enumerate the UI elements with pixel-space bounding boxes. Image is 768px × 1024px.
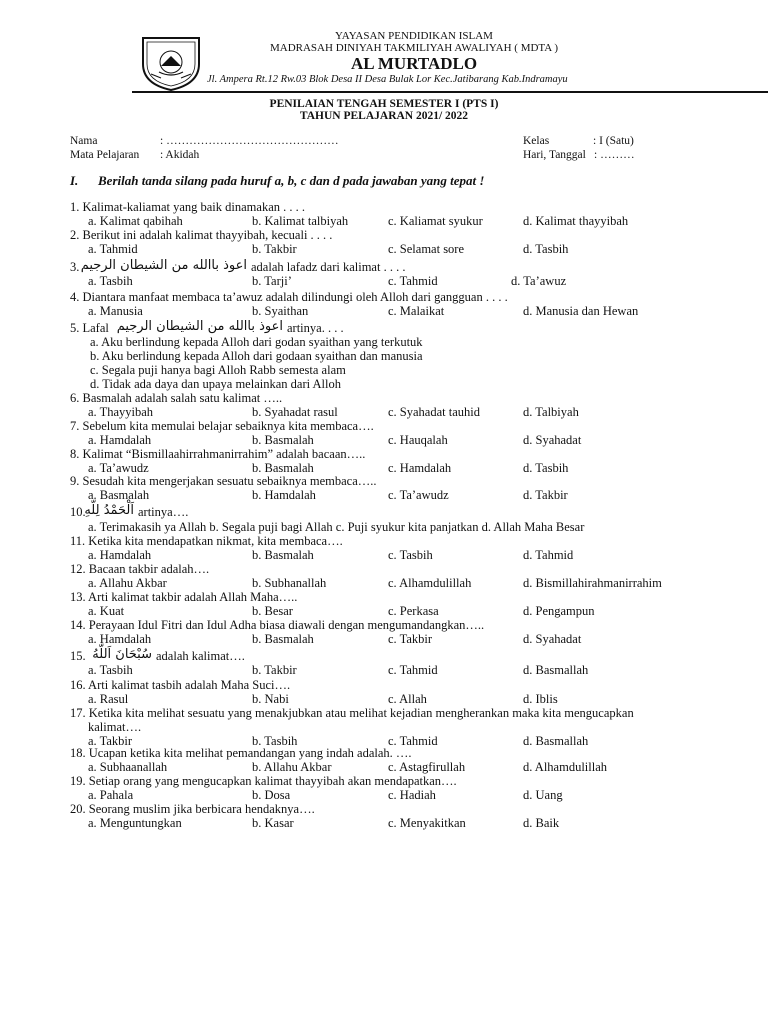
name-field: : ……………………………………… <box>160 135 339 147</box>
answer-option-d: d. Talbiyah <box>523 405 579 419</box>
answer-option-a: a. Takbir <box>88 734 133 748</box>
answer-option-c: c. Tasbih <box>388 548 433 562</box>
question-text-20: 20. Seorang muslim jika berbicara hendaknya…. <box>70 802 315 816</box>
answer-option-a: a. Hamdalah <box>88 632 152 646</box>
date-field: : ……… <box>594 149 635 161</box>
subject-value: : Akidah <box>160 149 200 161</box>
question-text-7: 7. Sebelum kita memulai belajar sebaiknya kita membaca…. <box>70 419 374 433</box>
answer-option-b: b. Aku berlindung kepada Alloh dari godaan syaithan dan manusia <box>90 349 423 363</box>
answer-option-b: b. Basmalah <box>252 548 314 562</box>
answer-option-a: a. Menguntungkan <box>88 816 182 830</box>
answer-option-b: b. Allahu Akbar <box>252 760 332 774</box>
school-address: Jl. Ampera Rt.12 Rw.03 Blok Desa II Desa Bulak Lor Kec.Jatibarang Kab.Indramayu <box>207 74 568 85</box>
answer-option-b: b. Tasbih <box>252 734 298 748</box>
answer-option-b: b. Syahadat rasul <box>252 405 338 419</box>
answer-option-a: a. Allahu Akbar <box>88 576 167 590</box>
answer-option-a: a. Hamdalah <box>88 433 152 447</box>
name-label: Nama <box>70 135 98 147</box>
question-number-5: 5. Lafal <box>70 321 109 335</box>
question-text-4: 4. Diantara manfaat membaca ta’awuz adalah dilindungi oleh Alloh dari gangguan . . . . <box>70 290 508 304</box>
arabic-text: اعوذ باالله من الشيطان الرجيم <box>80 258 247 273</box>
answer-option-d: d. Syahadat <box>523 632 582 646</box>
answer-option-b: b. Besar <box>252 604 293 618</box>
answer-option-a: a. Rasul <box>88 692 129 706</box>
answer-option-d: d. Basmallah <box>523 663 589 677</box>
subject-label: Mata Pelajaran <box>70 149 140 161</box>
answer-option-b: b. Takbir <box>252 663 297 677</box>
answer-option-d: d. Pengampun <box>523 604 595 618</box>
section-number: I. <box>70 173 79 188</box>
school-name: AL MURTADLO <box>350 54 478 73</box>
answer-option-d: d. Bismillahirahmanirrahim <box>523 576 662 590</box>
answer-option-d: d. Tidak ada daya dan upaya melainkan dari Alloh <box>90 377 341 391</box>
answer-option-c: c. Syahadat tauhid <box>388 405 480 419</box>
answer-option-b: b. Dosa <box>252 788 291 802</box>
foundation-name: YAYASAN PENDIDIKAN ISLAM <box>335 30 493 42</box>
question-text-15: adalah kalimat…. <box>156 649 245 663</box>
question-text-17: 17. Ketika kita melihat sesuatu yang menakjubkan atau melihat kejadian mengherankan maka kita mengucapkan <box>70 706 634 720</box>
question-text-10: artinya…. <box>138 505 189 519</box>
answer-option-c: c. Selamat sore <box>388 242 465 256</box>
answer-option-c: c. Perkasa <box>388 604 439 618</box>
answer-option-c: c. Tahmid <box>388 663 438 677</box>
arabic-text: اَلْحَمْدُ لِلّهِ <box>84 503 134 518</box>
answer-option-d: d. Tahmid <box>523 548 574 562</box>
answer-option-c: c. Ta’awudz <box>388 488 449 502</box>
date-label: Hari, Tanggal <box>523 149 586 161</box>
answer-option-b: b. Basmalah <box>252 461 314 475</box>
answer-option-a: a. Tahmid <box>88 242 138 256</box>
answer-option-c: c. Menyakitkan <box>388 816 466 830</box>
question-text-1: 1. Kalimat-kaliamat yang baik dinamakan . . . . <box>70 200 305 214</box>
answer-option-a: a. Subhaanallah <box>88 760 168 774</box>
answer-option-a: a. Thayyibah <box>88 405 154 419</box>
answer-option-b: b. Nabi <box>252 692 289 706</box>
exam-year: TAHUN PELAJARAN 2021/ 2022 <box>299 110 469 122</box>
question-text-19: 19. Setiap orang yang mengucapkan kalimat thayyibah akan mendapatkan…. <box>70 774 457 788</box>
answer-option-b: b. Basmalah <box>252 632 314 646</box>
answer-option-c: c. Tahmid <box>388 274 438 288</box>
answer-option-d: d. Uang <box>523 788 563 802</box>
question-text-5: artinya. . . . <box>287 321 344 335</box>
class-label: Kelas <box>523 135 550 147</box>
question-text-3: adalah lafadz dari kalimat . . . . <box>251 260 406 274</box>
answer-option-c: c. Kaliamat syukur <box>388 214 483 228</box>
question-text-continued: kalimat…. <box>88 720 142 734</box>
question-text-14: 14. Perayaan Idul Fitri dan Idul Adha biasa diawali dengan mengumandangkan….. <box>70 618 485 632</box>
answer-option-d: d. Syahadat <box>523 433 582 447</box>
answer-option-c: c. Hadiah <box>388 788 436 802</box>
answer-option-c: c. Malaikat <box>388 304 445 318</box>
exam-title: PENILAIAN TENGAH SEMESTER I (PTS I) <box>269 98 499 110</box>
answer-option-c: c. Astagfirullah <box>388 760 466 774</box>
question-number-10: 10. <box>70 505 86 519</box>
arabic-text: سُبْحَانَ اَللّهُ <box>92 647 152 662</box>
answer-option-d: d. Iblis <box>523 692 558 706</box>
answer-option-b: b. Takbir <box>252 242 297 256</box>
answer-option-a: a. Tasbih <box>88 663 133 677</box>
answer-option-c: c. Hamdalah <box>388 461 452 475</box>
answer-option-a: a. Basmalah <box>88 488 150 502</box>
answer-option-d: d. Alhamdulillah <box>523 760 608 774</box>
answer-option-d: d. Manusia dan Hewan <box>523 304 639 318</box>
answer-option-a: a. Hamdalah <box>88 548 152 562</box>
answer-option-d: d. Kalimat thayyibah <box>523 214 629 228</box>
question-text-6: 6. Basmalah adalah salah satu kalimat ….. <box>70 391 283 405</box>
arabic-text: اعوذ باالله من الشيطان الرجيم <box>116 319 283 334</box>
answer-option-a: a. Kalimat qabihah <box>88 214 183 228</box>
answer-option-b: b. Kalimat talbiyah <box>252 214 349 228</box>
answer-option-b: b. Syaithan <box>252 304 309 318</box>
class-value: : I (Satu) <box>593 135 634 147</box>
answer-option-b: b. Subhanallah <box>252 576 327 590</box>
answer-option-c: c. Allah <box>388 692 427 706</box>
question-text-16: 16. Arti kalimat tasbih adalah Maha Suci…. <box>70 678 291 692</box>
answer-option-a: a. Kuat <box>88 604 125 618</box>
answer-option-c: c. Takbir <box>388 632 433 646</box>
section-instruction: Berilah tanda silang pada huruf a, b, c dan d pada jawaban yang tepat ! <box>98 173 485 188</box>
question-text-2: 2. Berikut ini adalah kalimat thayyibah, kecuali . . . . <box>70 228 333 242</box>
answer-option-c: c. Hauqalah <box>388 433 448 447</box>
question-text-13: 13. Arti kalimat takbir adalah Allah Maha….. <box>70 590 298 604</box>
madrasah-name: MADRASAH DINIYAH TAKMILIYAH AWALIYAH ( MDTA ) <box>269 42 559 54</box>
answer-option-a: a. Aku berlindung kepada Alloh dari godan syaithan yang terkutuk <box>90 335 423 349</box>
answer-option-d: d. Baik <box>523 816 560 830</box>
answer-option-d: d. Tasbih <box>523 242 569 256</box>
question-text-18: 18. Ucapan ketika kita melihat pemandangan yang indah adalah. …. <box>70 746 412 760</box>
answer-option-d: d. Takbir <box>523 488 568 502</box>
question-text-11: 11. Ketika kita mendapatkan nikmat, kita membaca…. <box>70 534 343 548</box>
question-text-9: 9. Sesudah kita mengerjakan sesuatu sebaiknya membaca….. <box>70 474 377 488</box>
answer-option-c: c. Tahmid <box>388 734 438 748</box>
answer-option-b: b. Tarji’ <box>252 274 292 288</box>
answer-option-d: d. Basmallah <box>523 734 589 748</box>
answer-option-a: a. Pahala <box>88 788 134 802</box>
header-divider <box>132 91 768 93</box>
answer-options-line: a. Terimakasih ya Allah b. Segala puji bagi Allah c. Puji syukur kita panjatkan d. Allah Maha Besar <box>88 520 585 534</box>
answer-option-a: a. Ta’awudz <box>88 461 149 475</box>
answer-option-a: a. Manusia <box>88 304 143 318</box>
answer-option-a: a. Tasbih <box>88 274 133 288</box>
question-text-12: 12. Bacaan takbir adalah…. <box>70 562 210 576</box>
answer-option-c: c. Segala puji hanya bagi Alloh Rabb semesta alam <box>90 363 346 377</box>
question-text-8: 8. Kalimat “Bismillaahirrahmanirrahim” adalah bacaan….. <box>70 447 366 461</box>
answer-option-d: d. Ta’awuz <box>511 274 567 288</box>
question-number-3: 3. <box>70 260 80 274</box>
answer-option-d: d. Tasbih <box>523 461 569 475</box>
question-number-15: 15. <box>70 649 86 663</box>
answer-option-b: b. Kasar <box>252 816 294 830</box>
answer-option-b: b. Basmalah <box>252 433 314 447</box>
answer-option-c: c. Alhamdulillah <box>388 576 472 590</box>
answer-option-b: b. Hamdalah <box>252 488 316 502</box>
